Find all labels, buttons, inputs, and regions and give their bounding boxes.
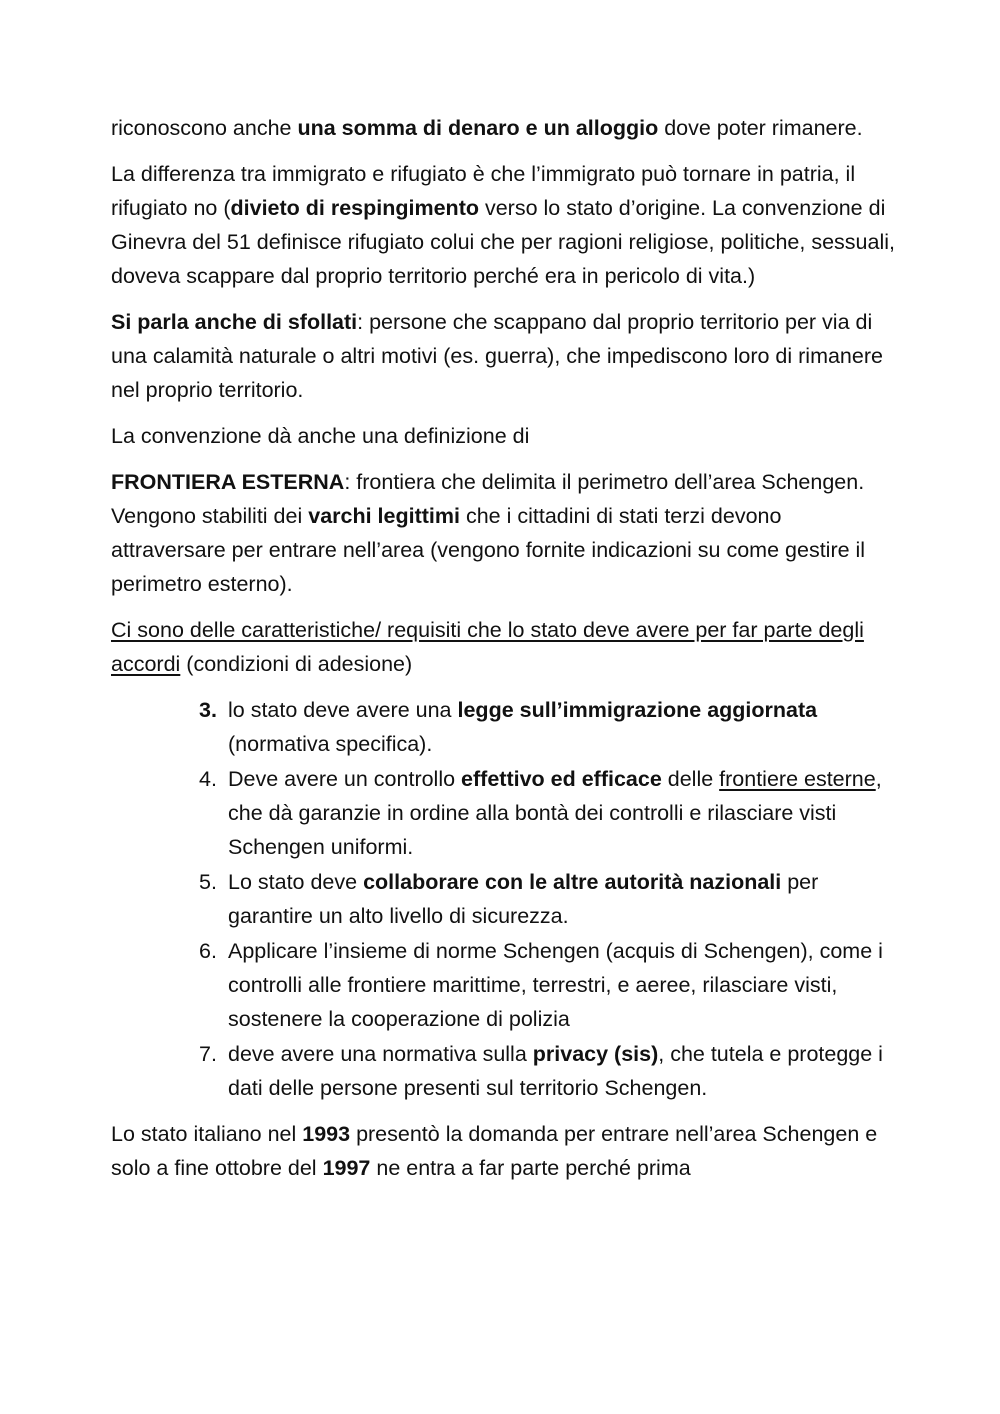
text-run: riconoscono anche: [111, 116, 298, 140]
text-run: che i cittadini di stati terzi devono attraversare per entrare nell’area (vengono fornite indicazioni su come gestire il perimetro esterno).: [111, 503, 866, 596]
text-run: : frontiera che delimita il perimetro dell’area Schengen. Vengono stabiliti dei: [111, 470, 865, 528]
text-run: : persone che scappano dal proprio territorio per via di una calamità naturale o altri motivi (es. guerra), che impediscono loro di rimanere nel proprio territorio.: [111, 309, 883, 402]
bold-run: divieto di respingimento: [230, 196, 479, 221]
list-item: [111, 1038, 901, 1106]
list-item: [111, 694, 901, 762]
text-run: Lo stato italiano nel: [111, 1122, 303, 1147]
bold-run: 1993: [302, 1122, 351, 1147]
text-run: (normativa specifica).: [228, 731, 433, 756]
text-run: Deve avere un controllo: [228, 767, 462, 792]
paragraph-italy-schengen: [111, 1118, 901, 1186]
text-run: lo stato deve avere una: [228, 697, 458, 722]
paragraph-convention-definition: [111, 420, 901, 454]
text-run: , che tutela e protegge i dati delle persone presenti sul territorio Schengen.: [228, 1041, 883, 1100]
text-run: Lo stato deve: [228, 869, 364, 894]
bold-run: FRONTIERA ESTERNA: [111, 470, 345, 495]
bold-run: legge sull’immigrazione aggiornata: [457, 697, 818, 722]
paragraph-requirements-intro: [111, 614, 901, 682]
list-item-number: 6.: [199, 939, 217, 964]
paragraph-benefits: [111, 112, 901, 146]
text-run: per garantire un alto livello di sicurezza.: [228, 869, 819, 928]
bold-run: Si parla anche di sfollati: [111, 309, 358, 334]
text-run: (condizioni di adesione): [180, 651, 413, 676]
bold-run: collaborare con le altre autorità nazionali: [363, 869, 782, 894]
text-run: La convenzione dà anche una definizione di: [111, 423, 530, 448]
text-run: , che dà garanzie in ordine alla bontà dei controlli e rilasciare visti Schengen uniformi.: [228, 767, 882, 859]
bold-run: privacy (sis): [532, 1041, 659, 1066]
requirements-list: [111, 694, 901, 1106]
text-run: presentò la domanda per entrare nell’area Schengen e solo a fine ottobre del: [111, 1122, 878, 1180]
document-page: [111, 112, 901, 1198]
text-run: La differenza tra immigrato e rifugiato è che l’immigrato può tornare in patria, il rifugiato no (: [111, 162, 856, 221]
bold-run: una somma di denaro e un alloggio: [297, 116, 659, 140]
text-run: dove poter rimanere.: [658, 116, 863, 140]
paragraph-external-border: [111, 466, 901, 601]
text-run: verso lo stato d’origine. La convenzione di Ginevra del 51 definisce rifugiato colui che per ragioni religiose, politiche, sessuali, doveva scappare dal proprio territorio perché era in pericolo di vita.): [111, 196, 895, 288]
list-item-number: 3.: [199, 697, 217, 722]
text-run: delle: [661, 767, 720, 792]
paragraph-displaced-persons: [111, 306, 901, 407]
list-item: [111, 935, 901, 1036]
list-item-number: 5.: [199, 869, 217, 894]
list-item-number: 4.: [199, 767, 217, 792]
text-run: Applicare l’insieme di norme Schengen (acquis di Schengen), come i controlli alle frontiere marittime, terrestri, e aeree, rilasciare visti, sostenere la cooperazione di polizia: [228, 939, 883, 1031]
list-item: [111, 763, 901, 864]
text-run: deve avere una normativa sulla: [228, 1041, 533, 1066]
bold-run: varchi legittimi: [308, 503, 460, 528]
paragraph-immigrant-vs-refugee: [111, 158, 901, 293]
bold-run: 1997: [322, 1155, 371, 1180]
list-item: [111, 866, 901, 934]
bold-run: effettivo ed efficace: [461, 767, 662, 792]
underlined-run: Ci sono delle caratteristiche/ requisiti che lo stato deve avere per far parte degli accordi: [111, 617, 864, 676]
underlined-run: frontiere esterne: [719, 767, 876, 792]
text-run: ne entra a far parte perché prima: [370, 1155, 691, 1180]
list-item-number: 7.: [199, 1041, 217, 1066]
